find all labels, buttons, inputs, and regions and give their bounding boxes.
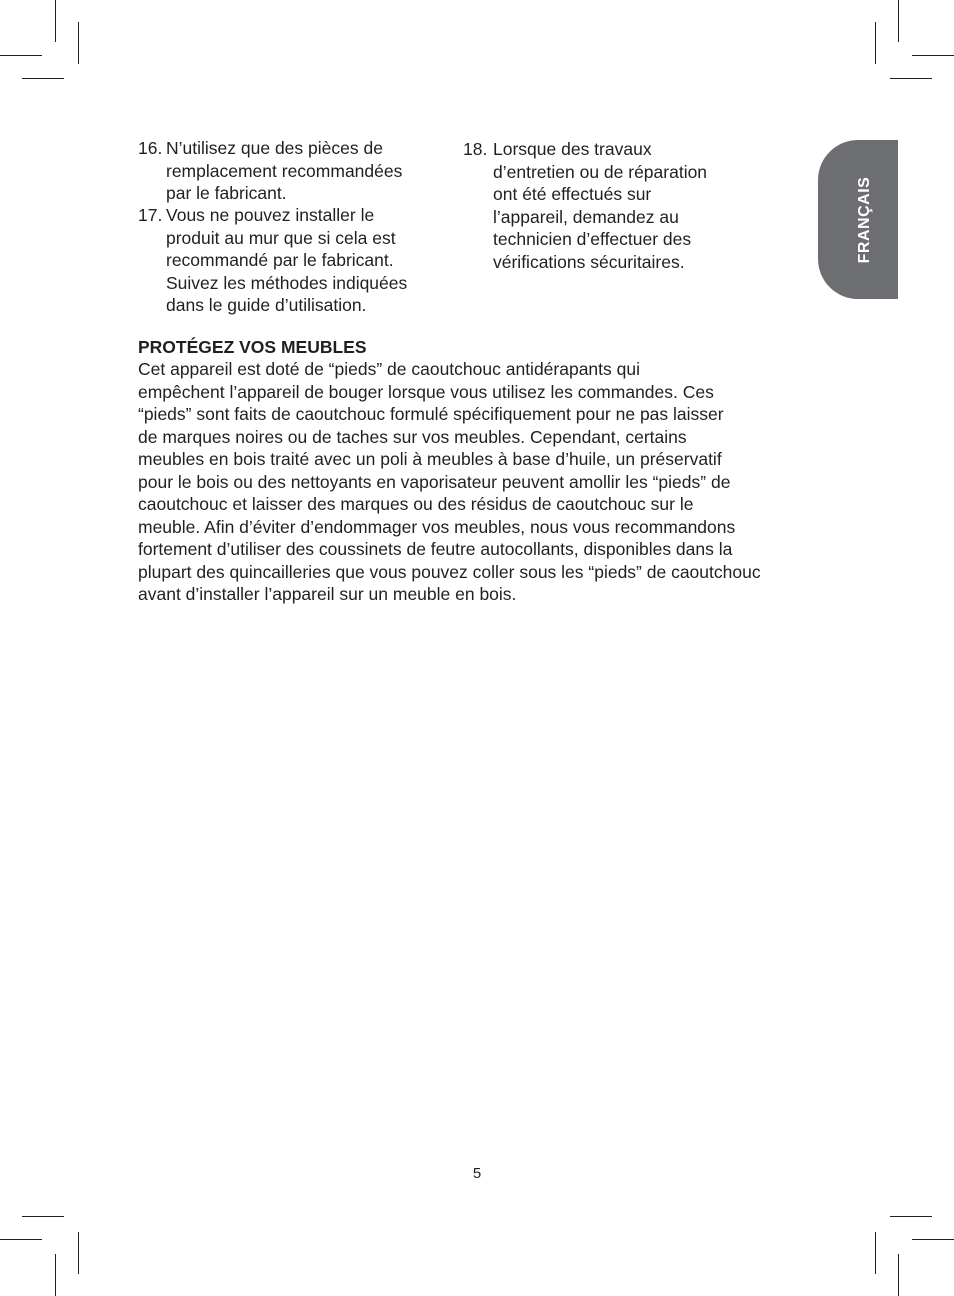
item-text-line: l’appareil, demandez au <box>493 206 679 227</box>
paragraph-line: avant d’installer l’appareil sur un meuble en bois. <box>138 584 517 604</box>
page-number: 5 <box>472 1165 482 1182</box>
section-paragraph <box>138 358 761 606</box>
crop-mark <box>912 1239 954 1240</box>
paragraph-line: “pieds” sont faits de caoutchouc formulé spécifiquement pour ne pas laisser <box>138 404 724 424</box>
item-text-line: ont été effectués sur <box>493 184 652 204</box>
crop-mark <box>898 1254 899 1296</box>
paragraph-line: Cet appareil est doté de “pieds” de caoutchouc antidérapants qui <box>138 359 640 379</box>
item-number: 17. <box>138 205 163 225</box>
item-text-line: Suivez les méthodes indiquées <box>166 272 408 293</box>
crop-mark <box>22 1216 64 1217</box>
item-text-line: technicien d’effectuer des <box>493 229 692 249</box>
paragraph-line: meubles en bois traité avec un poli à meubles à base d’huile, un préservatif <box>138 449 722 469</box>
item-text-line: Vous ne pouvez installer le <box>166 205 375 225</box>
crop-mark <box>78 1232 79 1274</box>
paragraph-line: pour le bois ou des nettoyants en vaporisateur peuvent amollir les “pieds” de <box>138 471 731 492</box>
list-item-17 <box>138 204 407 317</box>
item-number: 18. <box>463 139 488 159</box>
crop-mark <box>875 1232 876 1274</box>
item-number: 16. <box>138 138 163 158</box>
crop-mark <box>78 22 79 64</box>
item-text-line: N’utilisez que des pièces de <box>166 138 383 158</box>
item-text-line: recommandé par le fabricant. <box>166 250 394 270</box>
paragraph-line: fortement d’utiliser des coussinets de feutre autocollants, disponibles dans la <box>138 539 733 559</box>
list-item-16 <box>138 137 402 205</box>
item-text-line: Lorsque des travaux <box>493 139 652 159</box>
item-text-line: produit au mur que si cela est <box>166 227 396 248</box>
item-text-line: par le fabricant. <box>166 183 287 203</box>
item-text-line: vérifications sécuritaires. <box>493 251 685 272</box>
item-text-line: d’entretien ou de réparation <box>493 161 708 182</box>
crop-mark <box>55 1254 56 1296</box>
crop-mark <box>22 78 64 79</box>
list-item-18 <box>463 138 707 273</box>
crop-mark <box>912 55 954 56</box>
paragraph-line: de marques noires ou de taches sur vos meubles. Cependant, certains <box>138 426 687 447</box>
language-tab-label: FRANÇAIS <box>856 176 873 264</box>
language-tab <box>818 140 898 299</box>
crop-mark <box>875 22 876 64</box>
paragraph-line: plupart des quincailleries que vous pouvez coller sous les “pieds” de caoutchouc <box>138 561 761 582</box>
paragraph-line: empêchent l’appareil de bouger lorsque vous utilisez les commandes. Ces <box>138 381 714 402</box>
paragraph-line: caoutchouc et laisser des marques ou des résidus de caoutchouc sur le <box>138 494 694 514</box>
crop-mark <box>0 55 42 56</box>
item-text-line: dans le guide d’utilisation. <box>166 295 367 315</box>
paragraph-line: meuble. Afin d’éviter d’endommager vos meubles, nous vous recommandons <box>138 516 736 537</box>
crop-mark <box>898 0 899 42</box>
item-text-line: remplacement recommandées <box>166 160 403 181</box>
crop-mark <box>890 78 932 79</box>
crop-mark <box>0 1239 42 1240</box>
crop-mark <box>890 1216 932 1217</box>
section-heading: PROTÉGEZ VOS MEUBLES <box>138 337 367 357</box>
crop-mark <box>55 0 56 42</box>
